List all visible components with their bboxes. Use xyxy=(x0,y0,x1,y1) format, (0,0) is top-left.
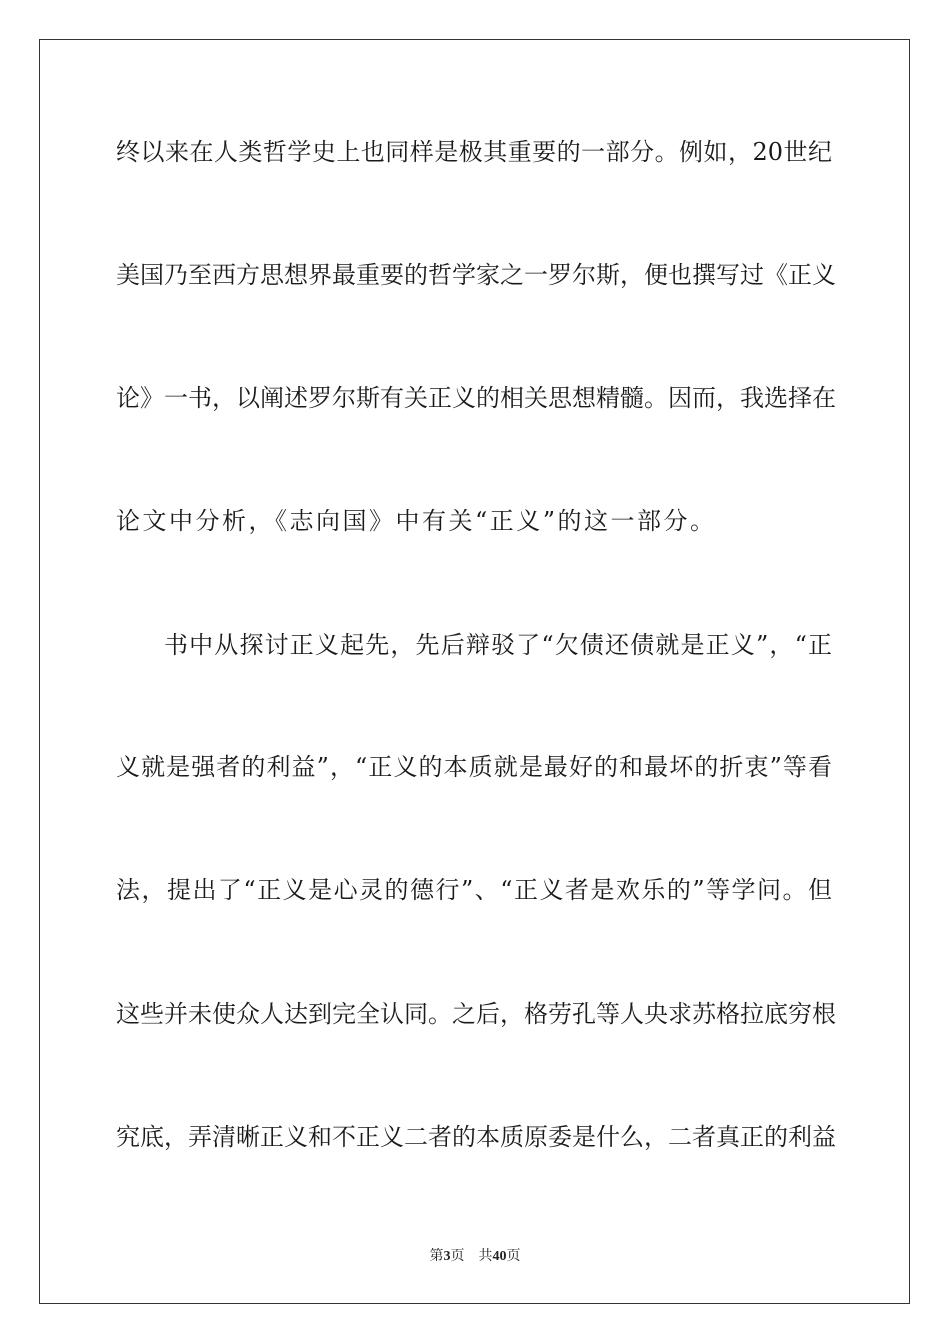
body-text-line: 究底，弄清晰正义和不正义二者的本质原委是什么，二者真正的利益 xyxy=(116,1123,836,1151)
total-suffix: 页 xyxy=(506,1248,521,1264)
total-pages: 40 xyxy=(492,1249,507,1264)
body-text-line: 这些并未使众人达到完全认同。之后，格劳孔等人央求苏格拉底穷根 xyxy=(116,1000,836,1028)
body-text-line: 论》一书，以阐述罗尔斯有关正义的相关思想精髓。因而，我选择在 xyxy=(116,384,836,412)
page-suffix: 页 xyxy=(450,1248,465,1264)
page-border xyxy=(39,39,910,1304)
page-number: 3 xyxy=(443,1249,451,1264)
body-text-line: 论文中分析，《志向国》中有关“正义”的这一部分。 xyxy=(116,507,717,535)
page-prefix: 第 xyxy=(429,1248,444,1264)
body-text-line: 终以来在人类哲学史上也同样是极其重要的一部分。例如，20世纪 xyxy=(116,138,832,166)
body-text-line: 美国乃至西方思想界最重要的哲学家之一罗尔斯，便也撰写过《正义 xyxy=(116,261,836,289)
body-text-line: 法，提出了“正义是心灵的德行”、“正义者是欢乐的”等学问。但 xyxy=(116,876,832,904)
page-footer xyxy=(0,1246,950,1267)
total-prefix: 共 xyxy=(478,1248,493,1264)
body-text-line: 书中从探讨正义起先，先后辩驳了“欠债还债就是正义”，“正 xyxy=(164,631,832,659)
body-text-line: 义就是强者的利益”，“正义的本质就是最好的和最坏的折衷”等看 xyxy=(116,753,832,781)
